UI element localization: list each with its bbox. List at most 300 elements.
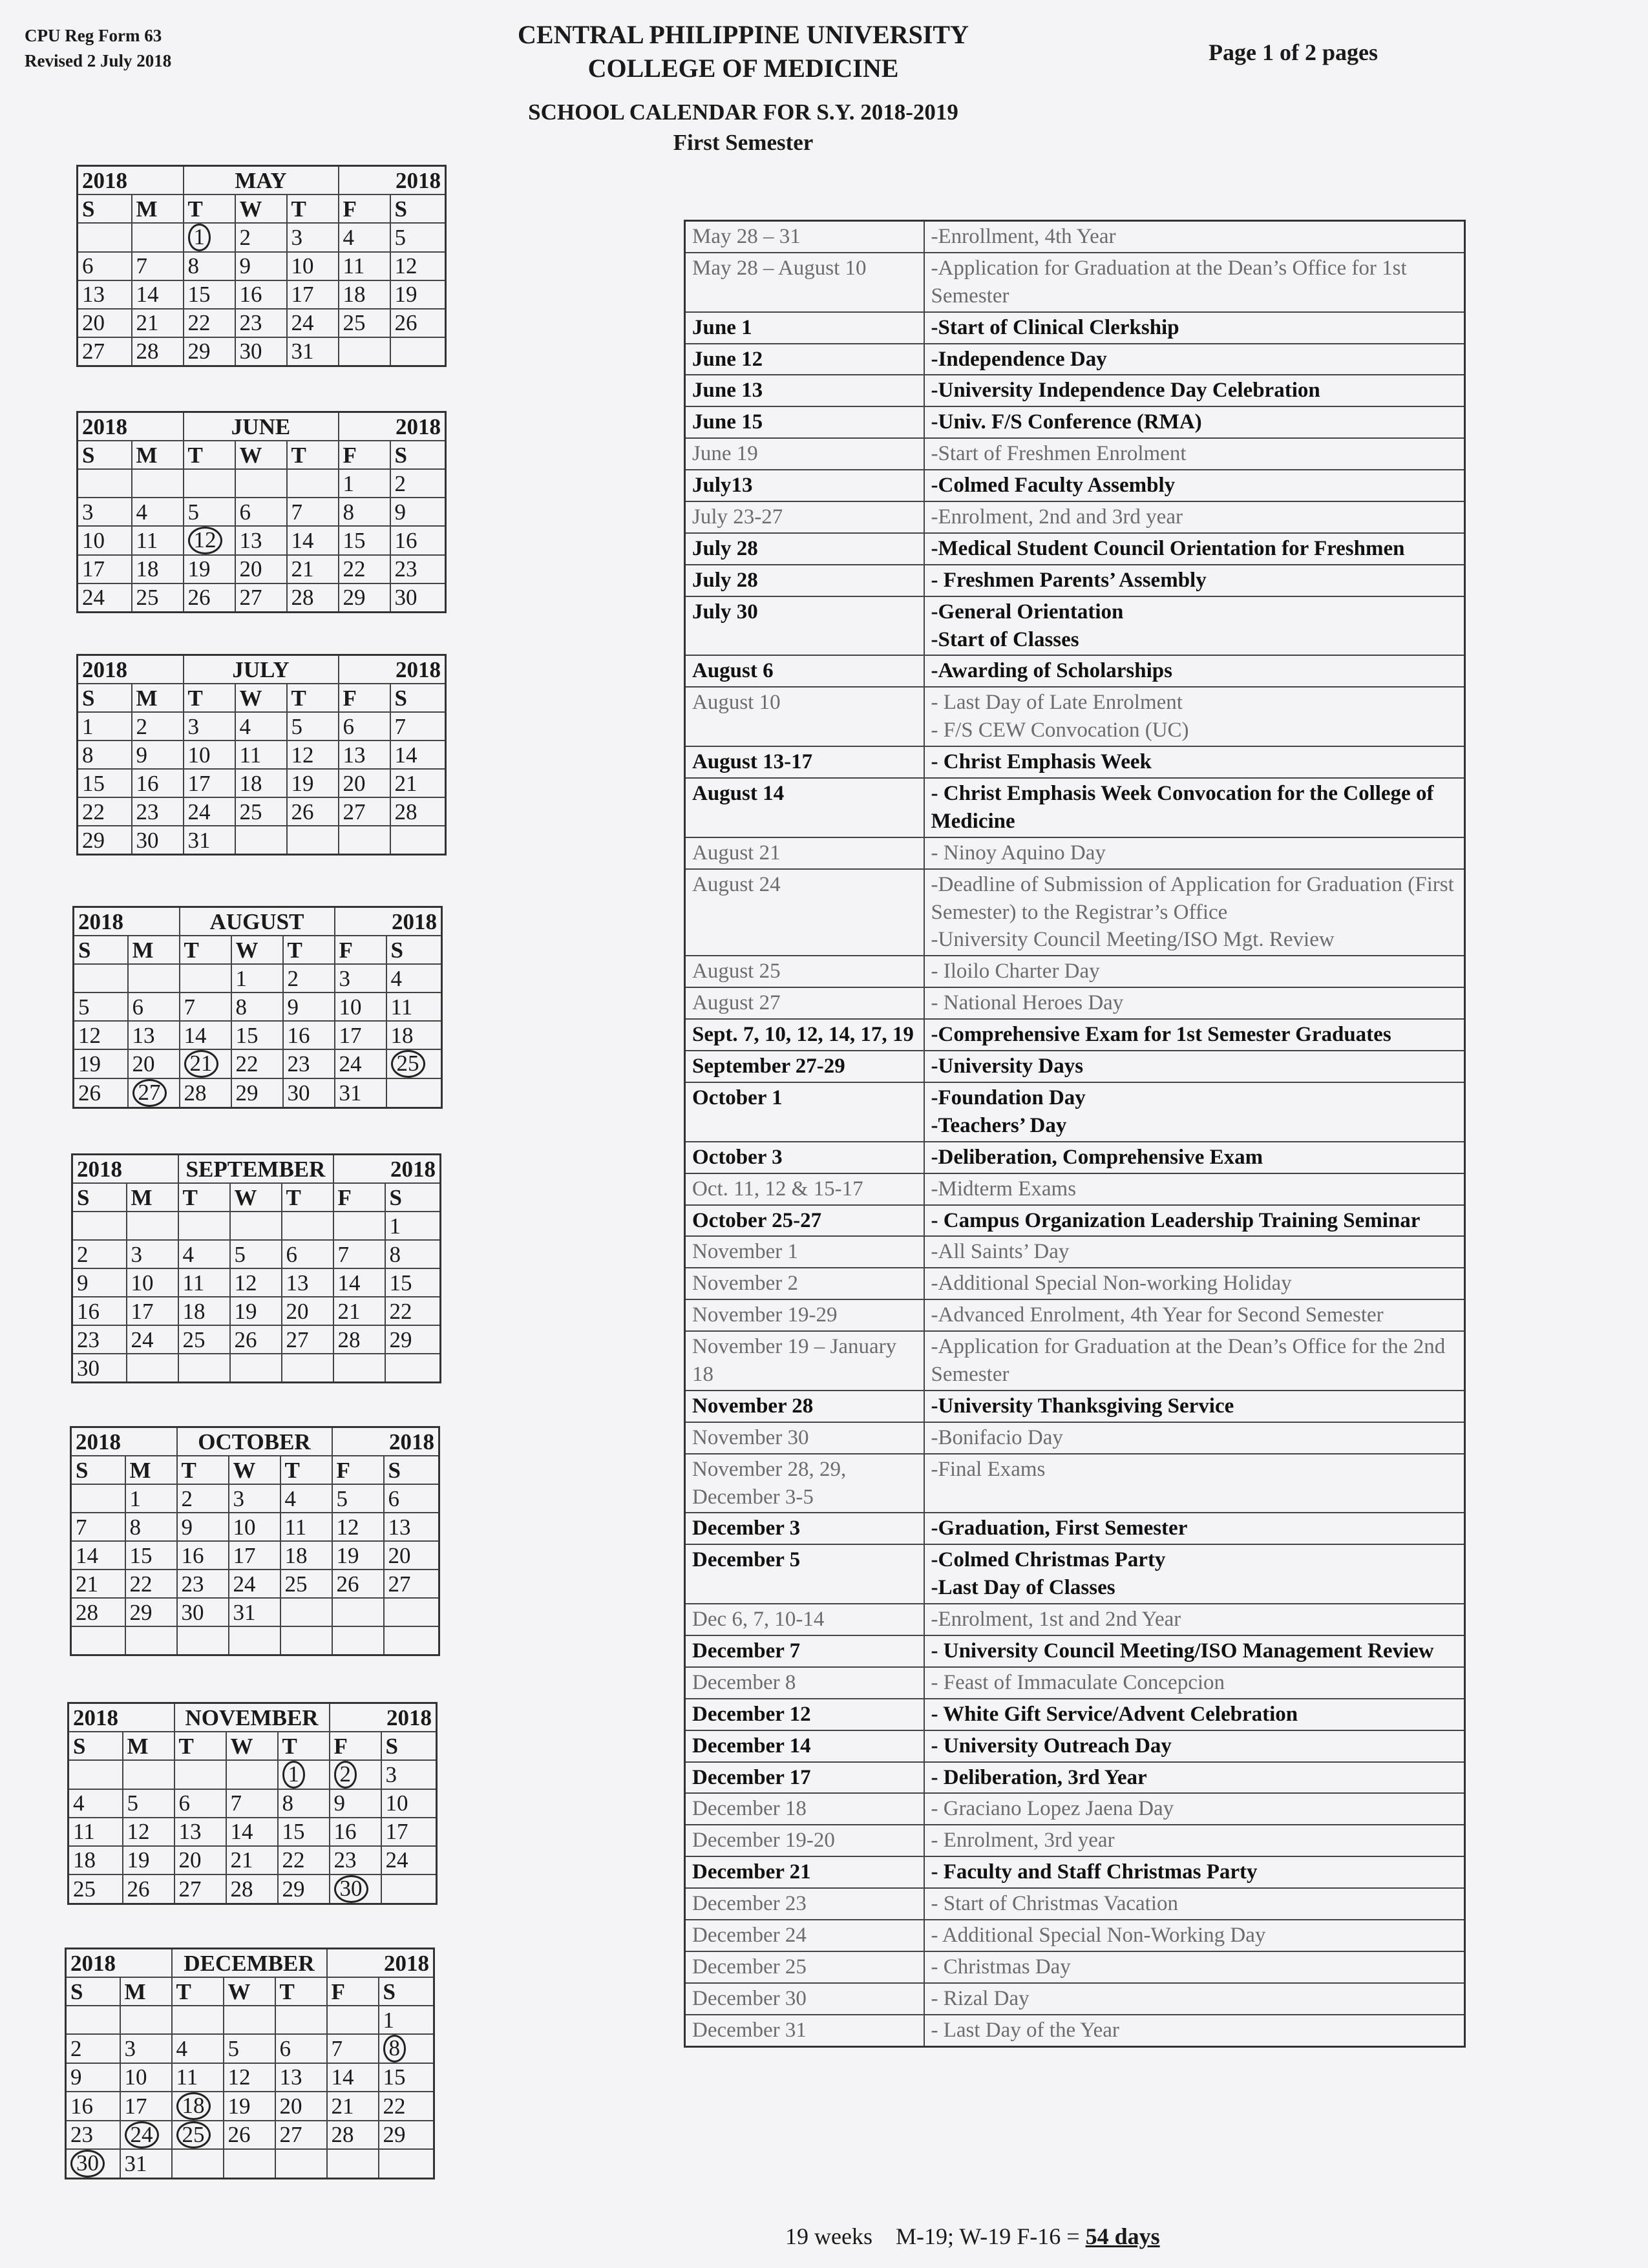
- day-cell: [283, 992, 335, 1021]
- week-row: [69, 1818, 437, 1846]
- day-number: 5: [291, 713, 302, 739]
- event-description: [924, 1544, 1465, 1604]
- event-row: [685, 312, 1465, 344]
- day-cell: [226, 1789, 278, 1818]
- day-number: 10: [187, 742, 211, 768]
- day-number: 29: [383, 2122, 406, 2148]
- day-number: 26: [127, 1876, 150, 1902]
- day-number: 19: [78, 1051, 101, 1076]
- event-line: - Feast of Immaculate Concepcion: [931, 1670, 1225, 1694]
- event-line: -University Council Meeting/ISO Mgt. Review: [931, 928, 1335, 952]
- day-cell: [184, 712, 235, 740]
- day-number: 11: [182, 1270, 205, 1296]
- event-line: -General Orientation: [931, 600, 1124, 624]
- day-cell: [224, 2063, 275, 2092]
- day-number: 12: [78, 1022, 101, 1048]
- event-line: - Rizal Day: [931, 1986, 1030, 2010]
- event-line: - Ninoy Aquino Day: [931, 841, 1106, 865]
- day-cell: [226, 1818, 278, 1846]
- event-description: [924, 344, 1465, 375]
- calendar-header-row: [71, 1427, 439, 1456]
- day-cell: [235, 498, 287, 526]
- event-line: - Additional Special Non-Working Day: [931, 1923, 1266, 1947]
- day-number: 27: [388, 1571, 411, 1597]
- day-cell: [278, 1846, 330, 1874]
- week-row: [78, 555, 446, 583]
- empty-day-cell: [184, 469, 235, 498]
- event-description: [924, 1762, 1465, 1794]
- day-number: 10: [131, 1270, 154, 1296]
- day-cell: [278, 1789, 330, 1818]
- day-cell: [184, 740, 235, 769]
- day-cell: [381, 1846, 437, 1874]
- event-line: -Deadline of Submission of Application for Graduation (First Semester) to the Registrar’s Office: [931, 872, 1454, 924]
- day-number: 23: [70, 2122, 93, 2148]
- day-number: 15: [389, 1270, 412, 1296]
- weekday-label: M: [132, 684, 184, 712]
- day-cell: [177, 1570, 229, 1598]
- week-row: [78, 826, 446, 855]
- event-row: [685, 1454, 1465, 1513]
- empty-day-cell: [226, 1760, 278, 1789]
- empty-day-cell: [178, 1354, 230, 1383]
- footer-breakdown: M-19; W-19 F-16 =: [895, 2223, 1080, 2249]
- day-number: 14: [136, 282, 159, 308]
- empty-day-cell: [224, 2149, 275, 2178]
- event-row: [685, 565, 1465, 596]
- day-cell: [231, 1049, 283, 1078]
- day-cell: [123, 1818, 174, 1846]
- event-date: December 12: [685, 1699, 924, 1730]
- day-cell: [178, 1297, 230, 1325]
- event-description: [924, 987, 1465, 1019]
- event-line: -Application for Graduation at the Dean’s Office for 1st Semester: [931, 256, 1407, 308]
- day-number: 22: [282, 1847, 305, 1873]
- day-cell: [386, 964, 442, 992]
- event-row: [685, 470, 1465, 501]
- event-description: [924, 1051, 1465, 1082]
- day-number: 24: [385, 1847, 408, 1873]
- day-number: 31: [187, 827, 211, 853]
- day-number: 1: [188, 224, 211, 251]
- day-number: 24: [291, 310, 314, 336]
- empty-day-cell: [384, 1598, 439, 1626]
- empty-day-cell: [127, 1354, 178, 1383]
- day-cell: [180, 992, 231, 1021]
- day-cell-circled: [184, 526, 235, 555]
- day-cell: [235, 797, 287, 826]
- day-cell: [229, 1541, 280, 1570]
- event-line: - University Outreach Day: [931, 1734, 1172, 1758]
- event-description: [924, 312, 1465, 344]
- month-calendar-august: [72, 906, 443, 1109]
- event-line: -Enrollment, 4th Year: [931, 225, 1116, 248]
- empty-day-cell: [384, 1626, 439, 1655]
- day-number: 28: [136, 339, 159, 364]
- day-cell: [333, 1325, 385, 1354]
- day-number: 14: [76, 1542, 98, 1568]
- event-row: [685, 2015, 1465, 2046]
- week-row: [74, 992, 442, 1021]
- weekday-label: W: [235, 194, 287, 223]
- event-date: August 24: [685, 869, 924, 956]
- day-cell: [132, 826, 184, 855]
- day-number: 12: [188, 527, 222, 554]
- day-cell: [287, 712, 339, 740]
- day-number: 20: [388, 1542, 411, 1568]
- day-number: 17: [385, 1819, 408, 1845]
- empty-day-cell: [78, 469, 132, 498]
- day-cell: [229, 1513, 280, 1541]
- day-cell: [235, 280, 287, 309]
- day-cell: [278, 1874, 330, 1904]
- event-date: August 14: [685, 778, 924, 837]
- day-cell: [278, 1818, 330, 1846]
- event-line: -Start of Clinical Clerkship: [931, 315, 1179, 339]
- page-number: Page 1 of 2 pages: [1209, 39, 1378, 65]
- event-row: [685, 1173, 1465, 1205]
- day-cell: [132, 252, 184, 280]
- event-row: [685, 1205, 1465, 1237]
- day-cell: [180, 1078, 231, 1108]
- event-description: [924, 596, 1465, 656]
- day-number: 3: [233, 1486, 244, 1511]
- day-number: 3: [385, 1761, 397, 1787]
- calendar-header-row: [74, 907, 442, 936]
- day-number: 21: [331, 2093, 354, 2119]
- day-cell: [66, 2034, 120, 2063]
- event-line: -Colmed Faculty Assembly: [931, 474, 1176, 498]
- day-cell: [235, 769, 287, 797]
- event-line: - National Heroes Day: [931, 991, 1124, 1015]
- weekday-label: W: [235, 684, 287, 712]
- empty-day-cell: [180, 964, 231, 992]
- empty-day-cell: [172, 2149, 224, 2178]
- event-description: [924, 1454, 1465, 1513]
- day-cell: [287, 280, 339, 309]
- day-cell: [120, 2149, 172, 2178]
- day-cell: [184, 797, 235, 826]
- event-line: - Start of Christmas Vacation: [931, 1892, 1178, 1916]
- day-cell: [384, 1484, 439, 1513]
- day-number: 19: [234, 1298, 257, 1324]
- event-date: November 19 – January 18: [685, 1331, 924, 1391]
- empty-day-cell: [178, 1212, 230, 1240]
- week-row: [71, 1541, 439, 1570]
- day-cell: [280, 1513, 332, 1541]
- day-cell: [177, 1541, 229, 1570]
- week-row: [71, 1513, 439, 1541]
- day-cell: [127, 1297, 178, 1325]
- event-description: [924, 1513, 1465, 1544]
- event-description: [924, 1888, 1465, 1920]
- event-row: [685, 1604, 1465, 1635]
- event-line: - Enrolment, 3rd year: [931, 1829, 1115, 1853]
- day-number: 6: [279, 2035, 291, 2061]
- day-number: 21: [337, 1298, 361, 1324]
- day-cell: [275, 2063, 327, 2092]
- day-cell: [339, 769, 390, 797]
- day-cell: [174, 1874, 226, 1904]
- event-line: -Independence Day: [931, 347, 1107, 371]
- empty-day-cell: [332, 1598, 384, 1626]
- day-cell: [283, 1021, 335, 1049]
- day-number: 3: [187, 713, 199, 739]
- day-number: 8: [129, 1514, 141, 1540]
- day-cell: [127, 1268, 178, 1297]
- empty-day-cell: [72, 1212, 127, 1240]
- day-number: 28: [331, 2122, 354, 2148]
- day-cell: [184, 309, 235, 337]
- day-number: 23: [181, 1571, 204, 1597]
- day-cell: [386, 992, 442, 1021]
- day-number: 9: [181, 1514, 193, 1540]
- weekday-label: F: [335, 936, 386, 964]
- day-cell-circled: [278, 1760, 330, 1789]
- event-date: December 21: [685, 1856, 924, 1888]
- event-description: [924, 687, 1465, 746]
- day-cell: [120, 2092, 172, 2121]
- day-cell: [127, 1240, 178, 1268]
- day-cell: [390, 280, 446, 309]
- weekday-row: [66, 1977, 434, 2006]
- empty-day-cell: [287, 469, 339, 498]
- day-number: 18: [390, 1022, 414, 1048]
- event-line: -Advanced Enrolment, 4th Year for Second Semester: [931, 1303, 1384, 1327]
- empty-day-cell: [282, 1212, 333, 1240]
- event-row: [685, 778, 1465, 837]
- day-number: 28: [184, 1080, 207, 1106]
- weekday-label: F: [339, 441, 390, 469]
- day-number: 10: [385, 1790, 408, 1816]
- event-line: - Graciano Lopez Jaena Day: [931, 1797, 1174, 1821]
- day-cell: [174, 1818, 226, 1846]
- day-number: 21: [291, 556, 314, 582]
- event-description: [924, 470, 1465, 501]
- week-row: [78, 712, 446, 740]
- day-cell: [184, 498, 235, 526]
- week-row: [72, 1212, 441, 1240]
- day-number: 23: [136, 799, 159, 824]
- day-cell: [275, 2092, 327, 2121]
- day-number: 8: [383, 2035, 407, 2063]
- weekday-row: [78, 194, 446, 223]
- day-cell: [235, 252, 287, 280]
- day-cell: [125, 1570, 177, 1598]
- day-number: 13: [239, 527, 262, 553]
- day-number: 4: [284, 1486, 296, 1511]
- day-cell: [335, 964, 386, 992]
- day-cell: [177, 1598, 229, 1626]
- event-row: [685, 1888, 1465, 1920]
- day-cell: [384, 1570, 439, 1598]
- event-description: [924, 2015, 1465, 2046]
- day-number: 15: [129, 1542, 153, 1568]
- day-number: 16: [136, 770, 159, 796]
- calendar-month-name: OCTOBER: [177, 1427, 332, 1456]
- form-identifier: [25, 23, 171, 74]
- empty-day-cell: [275, 2006, 327, 2034]
- day-number: 26: [394, 310, 417, 336]
- day-number: 20: [279, 2093, 302, 2119]
- weekday-label: S: [390, 684, 446, 712]
- day-cell: [231, 992, 283, 1021]
- day-number: 21: [136, 310, 159, 336]
- day-number: 17: [233, 1542, 256, 1568]
- day-number: 23: [333, 1847, 357, 1873]
- day-number: 10: [291, 253, 314, 279]
- footer-weeks: 19 weeks: [785, 2223, 872, 2249]
- event-description: [924, 746, 1465, 778]
- day-cell: [78, 826, 132, 855]
- empty-day-cell: [333, 1354, 385, 1383]
- event-row: [685, 1667, 1465, 1699]
- day-number: 3: [131, 1241, 142, 1267]
- day-number: 26: [234, 1327, 257, 1352]
- day-cell: [132, 583, 184, 613]
- week-row: [69, 1789, 437, 1818]
- day-number: 11: [343, 253, 365, 279]
- weekday-label: S: [385, 1183, 441, 1212]
- weekday-label: S: [71, 1456, 125, 1484]
- event-line: - White Gift Service/Advent Celebration: [931, 1702, 1298, 1726]
- day-cell: [287, 555, 339, 583]
- weekday-label: S: [386, 936, 442, 964]
- day-cell: [339, 469, 390, 498]
- day-number: 25: [391, 1050, 425, 1078]
- day-cell: [381, 1818, 437, 1846]
- day-number: 23: [287, 1051, 310, 1076]
- day-number: 20: [286, 1298, 309, 1324]
- event-date: November 19-29: [685, 1299, 924, 1331]
- day-number: 29: [235, 1080, 259, 1106]
- day-number: 9: [70, 2064, 82, 2090]
- day-number: 18: [182, 1298, 206, 1324]
- event-line: - Faculty and Staff Christmas Party: [931, 1860, 1258, 1884]
- day-number: 12: [127, 1819, 150, 1845]
- event-date: December 30: [685, 1983, 924, 2015]
- weekday-label: F: [339, 684, 390, 712]
- day-number: 11: [390, 994, 413, 1020]
- empty-day-cell: [71, 1484, 125, 1513]
- day-cell: [390, 252, 446, 280]
- day-cell: [78, 740, 132, 769]
- event-line: -Comprehensive Exam for 1st Semester Graduates: [931, 1023, 1391, 1047]
- weekday-label: W: [235, 441, 287, 469]
- calendar-year: 2018: [78, 166, 184, 195]
- footer-total: 54 days: [1085, 2223, 1160, 2249]
- weekday-label: S: [72, 1183, 127, 1212]
- empty-day-cell: [123, 1760, 174, 1789]
- weekday-label: M: [127, 1183, 178, 1212]
- event-line: -University Days: [931, 1055, 1084, 1078]
- weekday-label: T: [177, 1456, 229, 1484]
- event-line: - F/S CEW Convocation (UC): [931, 719, 1189, 742]
- weekday-label: W: [229, 1456, 280, 1484]
- day-number: 31: [339, 1080, 362, 1106]
- event-line: -Univ. F/S Conference (RMA): [931, 410, 1202, 434]
- event-line: -Start of Freshmen Enrolment: [931, 442, 1187, 466]
- month-calendar-september: [71, 1153, 441, 1383]
- day-cell: [280, 1484, 332, 1513]
- event-row: [685, 1299, 1465, 1331]
- event-date: July 28: [685, 533, 924, 565]
- day-cell: [282, 1240, 333, 1268]
- event-line: -University Independence Day Celebration: [931, 379, 1320, 403]
- weekday-label: S: [78, 684, 132, 712]
- day-cell: [282, 1297, 333, 1325]
- day-number: 6: [239, 499, 251, 525]
- day-number: 15: [383, 2064, 406, 2090]
- day-cell: [390, 309, 446, 337]
- day-cell: [390, 498, 446, 526]
- day-number: 4: [390, 965, 402, 991]
- weekday-label: F: [339, 194, 390, 223]
- event-description: [924, 1082, 1465, 1142]
- empty-day-cell: [390, 337, 446, 366]
- day-cell: [69, 1846, 123, 1874]
- day-cell: [78, 280, 132, 309]
- weekday-row: [72, 1183, 441, 1212]
- day-number: 11: [136, 527, 158, 553]
- calendar-header-row: [72, 1155, 441, 1184]
- weekday-label: T: [280, 1456, 332, 1484]
- weekday-label: S: [381, 1732, 437, 1760]
- event-description: [924, 1604, 1465, 1635]
- event-description: [924, 837, 1465, 869]
- day-number: 13: [132, 1022, 155, 1048]
- event-date: May 28 – August 10: [685, 253, 924, 312]
- empty-day-cell: [385, 1354, 441, 1383]
- event-description: [924, 1422, 1465, 1454]
- calendar-header-row: [78, 412, 446, 441]
- empty-day-cell: [230, 1354, 282, 1383]
- day-cell: [72, 1354, 127, 1383]
- day-cell: [390, 769, 446, 797]
- calendar-year: 2018: [74, 907, 180, 936]
- event-row: [685, 1082, 1465, 1142]
- event-row: [685, 375, 1465, 406]
- event-line: -Application for Graduation at the Dean’s Office for the 2nd Semester: [931, 1335, 1446, 1386]
- day-number: 20: [239, 556, 262, 582]
- event-row: [685, 1268, 1465, 1299]
- event-date: October 3: [685, 1142, 924, 1173]
- day-cell: [184, 826, 235, 855]
- day-cell: [379, 2006, 434, 2034]
- empty-day-cell: [390, 826, 446, 855]
- week-row: [72, 1325, 441, 1354]
- empty-day-cell: [78, 223, 132, 252]
- week-row: [78, 223, 446, 252]
- day-cell: [333, 1268, 385, 1297]
- day-number: 28: [76, 1599, 98, 1625]
- event-row: [685, 1422, 1465, 1454]
- weekday-label: T: [172, 1977, 224, 2006]
- day-number: 30: [70, 2150, 105, 2178]
- event-row: [685, 1236, 1465, 1268]
- event-date: August 13-17: [685, 746, 924, 778]
- day-cell: [231, 1021, 283, 1049]
- day-cell-circled: [180, 1049, 231, 1078]
- event-date: July 28: [685, 565, 924, 596]
- day-cell: [385, 1325, 441, 1354]
- event-line: - Last Day of Late Enrolment: [931, 691, 1183, 715]
- day-cell: [339, 583, 390, 613]
- day-number: 14: [394, 742, 417, 768]
- event-line: -Deliberation, Comprehensive Exam: [931, 1145, 1263, 1169]
- empty-day-cell: [66, 2006, 120, 2034]
- weekday-label: S: [390, 194, 446, 223]
